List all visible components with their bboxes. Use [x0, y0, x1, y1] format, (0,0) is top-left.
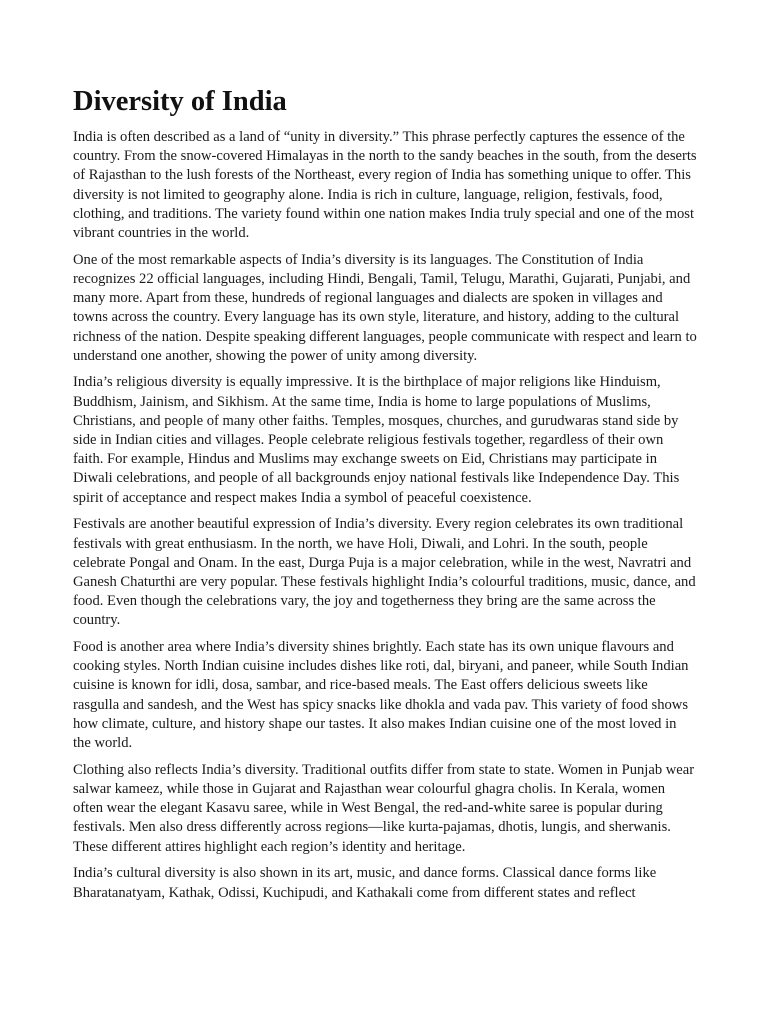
- paragraph-food: Food is another area where India’s diversity shines brightly. Each state has its own unique flavours and cooking styles. North Indian cuisine includes dishes like roti, dal, biryani, and paneer, while South Indian cuisine is known for idli, dosa, sambar, and rice-based meals. The East offers delicious sweets like rasgulla and sandesh, and the West has spicy snacks like dhokla and vada pav. This variety of food shows how climate, culture, and history shape our tastes. It also makes Indian cuisine one of the most loved in the world.: [73, 639, 689, 752]
- document-body: [73, 84, 697, 910]
- paragraph-arts: India’s cultural diversity is also shown in its art, music, and dance forms. Classical dance forms like Bharatanatyam, Kathak, Odissi, Kuchipudi, and Kathakali come from different states and reflect: [73, 865, 657, 901]
- paragraph-festivals: Festivals are another beautiful expression of India’s diversity. Every region celebrates its own traditional festivals with great enthusiasm. In the north, we have Holi, Diwali, and Lohri. In the south, people celebrate Pongal and Onam. In the east, Durga Puja is a major celebration, while in the west, Navratri and Ganesh Chaturthi are very popular. These festivals highlight India’s colourful traditions, music, dance, and food. Even though the celebrations vary, the joy and togetherness they bring are the same across the country.: [73, 516, 696, 629]
- page-title: Diversity of India: [73, 86, 287, 117]
- paragraph-intro: India is often described as a land of “unity in diversity.” This phrase perfectly captures the essence of the country. From the snow-covered Himalayas in the north to the sandy beaches in the south, from the deserts of Rajasthan to the lush forests of the Northeast, every region of India has something unique to offer. This diversity is not limited to geography alone. India is rich in culture, language, religion, festivals, food, clothing, and traditions. The variety found within one nation makes India truly special and one of the most vibrant countries in the world.: [73, 129, 697, 242]
- paragraph-clothing: Clothing also reflects India’s diversity. Traditional outfits differ from state to state. Women in Punjab wear salwar kameez, while those in Gujarat and Rajasthan wear colourful ghagra cholis. In Kerala, women often wear the elegant Kasavu saree, while in West Bengal, the red-and-white saree is popular during festivals. Men also dress differently across regions—like kurta-pajamas, dhotis, lungis, and sherwanis. These different attires highlight each region’s identity and heritage.: [73, 761, 695, 855]
- paragraph-languages: One of the most remarkable aspects of India’s diversity is its languages. The Constitution of India recognizes 22 official languages, including Hindi, Bengali, Tamil, Telugu, Marathi, Gujarati, Punjabi, and many more. Apart from these, hundreds of regional languages and dialects are spoken in villages and towns across the country. Every language has its own style, literature, and history, adding to the cultural richness of the nation. Despite speaking different languages, people communicate with respect and learn to understand one another, showing the power of unity among diversity.: [73, 251, 697, 364]
- paragraph-religion: India’s religious diversity is equally impressive. It is the birthplace of major religions like Hinduism, Buddhism, Jainism, and Sikhism. At the same time, India is home to large populations of Muslims, Christians, and people of many other faiths. Temples, mosques, churches, and gurudwaras stand side by side in Indian cities and villages. People celebrate religious festivals together, regardless of their own faith. For example, Hindus and Muslims may exchange sweets on Eid, Christians may participate in Diwali celebrations, and people of all backgrounds enjoy national festivals like Independence Day. This spirit of acceptance and respect makes India a symbol of peaceful coexistence.: [73, 374, 680, 506]
